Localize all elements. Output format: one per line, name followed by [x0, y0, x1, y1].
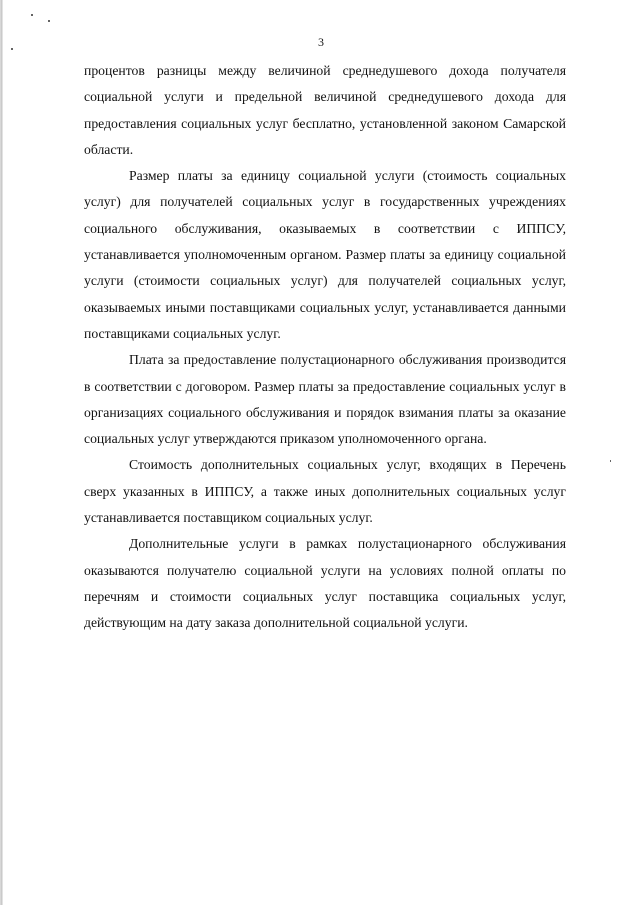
- page-number: 3: [318, 35, 324, 49]
- paragraph: Дополнительные услуги в рамках полустационарного обслуживания оказываются получателю социальной услуги на условиях полной оплаты по перечням и стоимости социальных услуг поставщика социальных услуг, действующим на дату заказа дополнительной социальной услуги.: [84, 536, 566, 631]
- paragraph: Плата за предоставление полустационарного обслуживания производится в соответствии с договором. Размер платы за предоставление социальных услуг в организациях социального обслуживания и порядок взимания платы за оказание социальных услуг утверждаются приказом уполномоченного органа.: [84, 352, 566, 447]
- paragraph: Размер платы за единицу социальной услуги (стоимость социальных услуг) для получателей социальных услуг в государственных учреждениях социального обслуживания, оказываемых в соответствии с ИППСУ, устанавливается уполномоченным органом. Размер платы за единицу социальной услуги (стоимости социальных услуг) для получателей социальных услуг, оказываемых иными поставщиками социальных услуг, устанавливается данными поставщиками социальных услуг.: [84, 168, 566, 341]
- document-body: [84, 58, 566, 637]
- scan-speck: [48, 20, 50, 22]
- paragraph: процентов разницы между величиной среднедушевого дохода получателя социальной услуги и предельной величиной среднедушевого дохода для предоставления социальных услуг бесплатно, установленной законом Самарской области.: [84, 63, 566, 157]
- scan-speck: [610, 460, 611, 462]
- scan-speck: [31, 14, 33, 16]
- paragraph: Стоимость дополнительных социальных услуг, входящих в Перечень сверх указанных в ИППСУ, а также иных дополнительных социальных услуг устанавливается поставщиком социальных услуг.: [84, 457, 566, 526]
- scan-edge-shadow: [1, 0, 3, 905]
